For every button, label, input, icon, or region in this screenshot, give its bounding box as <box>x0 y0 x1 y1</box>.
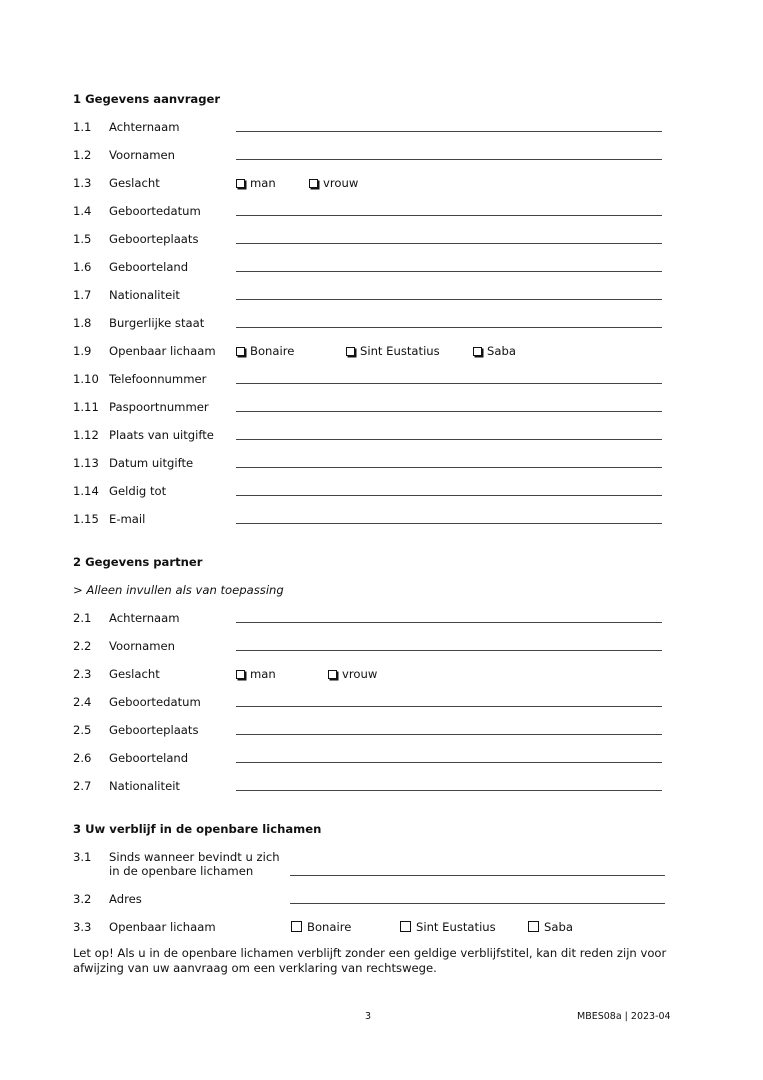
field-number: 1.5 <box>73 232 92 246</box>
option-saba[interactable]: Saba <box>473 344 516 358</box>
field-label: Plaats van uitgifte <box>109 428 214 442</box>
field-label: Nationaliteit <box>109 288 180 302</box>
field-label: Geldig tot <box>109 484 167 498</box>
geboorteland-input-line[interactable] <box>236 271 662 272</box>
field-label: Achternaam <box>109 120 180 134</box>
partner-nationaliteit-input-line[interactable] <box>236 790 662 791</box>
field-number: 1.6 <box>73 260 92 274</box>
checkbox-icon[interactable] <box>236 179 245 188</box>
partner-option-vrouw[interactable]: vrouw <box>328 667 377 681</box>
field-label: Geboortedatum <box>109 204 201 218</box>
field-label: Geboorteland <box>109 751 189 765</box>
field-label: Geboorteland <box>109 260 189 274</box>
field-number: 2.2 <box>73 639 92 653</box>
field-number: 1.2 <box>73 148 92 162</box>
field-number: 1.10 <box>73 372 99 386</box>
field-number: 1.13 <box>73 456 99 470</box>
field-label: Voornamen <box>109 639 176 653</box>
checkbox-icon[interactable] <box>291 921 302 932</box>
field-label: Datum uitgifte <box>109 456 194 470</box>
option-man[interactable]: man <box>236 176 276 190</box>
section-2-heading: 2 Gegevens partner <box>73 555 203 569</box>
field-label: Adres <box>109 892 142 906</box>
field-label: E-mail <box>109 512 146 526</box>
verblijf-option-saba[interactable]: Saba <box>528 920 573 934</box>
field-number: 1.8 <box>73 316 92 330</box>
field-number: 1.3 <box>73 176 92 190</box>
checkbox-icon[interactable] <box>309 179 318 188</box>
field-number: 1.9 <box>73 344 92 358</box>
field-number: 1.15 <box>73 512 99 526</box>
field-label: Openbaar lichaam <box>109 344 216 358</box>
option-vrouw[interactable]: vrouw <box>309 176 358 190</box>
field-label-line-2: in de openbare lichamen <box>109 864 254 878</box>
field-label: Achternaam <box>109 611 180 625</box>
partner-geboortedatum-input-line[interactable] <box>236 706 662 707</box>
warning-text: Let op! Als u in de openbare lichamen verblijft zonder een geldige verblijfstitel, kan dit reden zijn voor afwijzing van uw aanvraag om een verklaring van rechtswege. <box>73 946 667 975</box>
partner-option-man[interactable]: man <box>236 667 276 681</box>
partner-geboorteplaats-input-line[interactable] <box>236 734 662 735</box>
checkbox-icon[interactable] <box>236 347 245 356</box>
checkbox-icon[interactable] <box>528 921 539 932</box>
field-number: 1.7 <box>73 288 92 302</box>
datum-uitgifte-input-line[interactable] <box>236 467 662 468</box>
adres-input-line[interactable] <box>290 903 665 904</box>
plaats-van-uitgifte-input-line[interactable] <box>236 439 662 440</box>
field-number: 1.14 <box>73 484 99 498</box>
field-number: 1.1 <box>73 120 92 134</box>
form-code: MBES08a | 2023-04 <box>577 1011 671 1022</box>
option-bonaire[interactable]: Bonaire <box>236 344 294 358</box>
option-sint-eustatius[interactable]: Sint Eustatius <box>346 344 440 358</box>
paspoortnummer-input-line[interactable] <box>236 411 662 412</box>
checkbox-icon[interactable] <box>236 670 245 679</box>
section-1-heading: 1 Gegevens aanvrager <box>73 92 221 106</box>
nationaliteit-input-line[interactable] <box>236 299 662 300</box>
telefoonnummer-input-line[interactable] <box>236 383 662 384</box>
field-number: 3.1 <box>73 850 92 864</box>
partner-achternaam-input-line[interactable] <box>236 622 662 623</box>
field-number: 2.4 <box>73 695 92 709</box>
partner-geboorteland-input-line[interactable] <box>236 762 662 763</box>
sinds-wanneer-input-line[interactable] <box>290 875 665 876</box>
field-number: 3.2 <box>73 892 92 906</box>
voornamen-input-line[interactable] <box>236 159 662 160</box>
field-label: Burgerlijke staat <box>109 316 205 330</box>
field-number: 2.3 <box>73 667 92 681</box>
verblijf-option-bonaire[interactable]: Bonaire <box>291 920 351 934</box>
field-label: Nationaliteit <box>109 779 180 793</box>
page-number: 3 <box>365 1011 372 1022</box>
verblijf-option-sint-eustatius[interactable]: Sint Eustatius <box>400 920 496 934</box>
email-input-line[interactable] <box>236 523 662 524</box>
field-number: 3.3 <box>73 920 92 934</box>
field-label: Geslacht <box>109 667 160 681</box>
checkbox-icon[interactable] <box>473 347 482 356</box>
partner-voornamen-input-line[interactable] <box>236 650 662 651</box>
field-label: Paspoortnummer <box>109 400 209 414</box>
geboorteplaats-input-line[interactable] <box>236 243 662 244</box>
field-number: 1.11 <box>73 400 99 414</box>
field-label: Geboorteplaats <box>109 723 199 737</box>
section-3-heading: 3 Uw verblijf in de openbare lichamen <box>73 822 322 836</box>
field-number: 1.4 <box>73 204 92 218</box>
field-number: 2.7 <box>73 779 92 793</box>
field-label: Telefoonnummer <box>109 372 207 386</box>
field-label: Geboorteplaats <box>109 232 199 246</box>
field-label-line-1: Sinds wanneer bevindt u zich <box>109 850 280 864</box>
achternaam-input-line[interactable] <box>236 131 662 132</box>
field-number: 2.6 <box>73 751 92 765</box>
field-number: 1.12 <box>73 428 99 442</box>
checkbox-icon[interactable] <box>328 670 337 679</box>
field-label: Geboortedatum <box>109 695 201 709</box>
checkbox-icon[interactable] <box>400 921 411 932</box>
geldig-tot-input-line[interactable] <box>236 495 662 496</box>
field-number: 2.1 <box>73 611 92 625</box>
burgerlijke-staat-input-line[interactable] <box>236 327 662 328</box>
field-number: 2.5 <box>73 723 92 737</box>
field-label: Voornamen <box>109 148 176 162</box>
geboortedatum-input-line[interactable] <box>236 215 662 216</box>
field-label: Geslacht <box>109 176 160 190</box>
field-label: Openbaar lichaam <box>109 920 216 934</box>
checkbox-icon[interactable] <box>346 347 355 356</box>
section-2-note: > Alleen invullen als van toepassing <box>73 583 284 597</box>
